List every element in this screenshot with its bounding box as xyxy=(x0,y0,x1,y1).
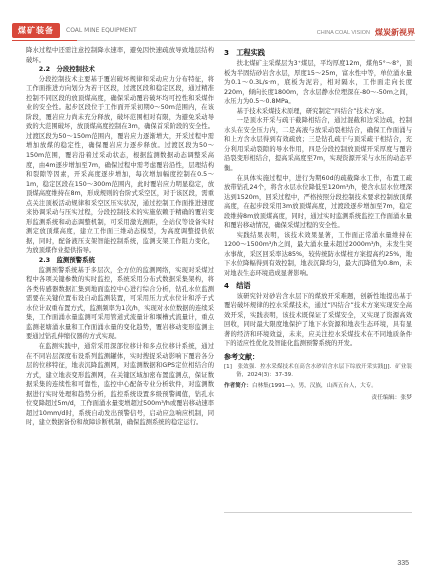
page-number: 335 xyxy=(397,560,409,567)
paragraph: 监测预警系统基于多层次，全方位的监测网络，实现对采煤过程中各项关键参数的实时监控，系统采用分布式数据采集架构，将各类传感器数据汇集到地面监控中心进行综合分析，钻孔水位监测需要在关键位置布设自动监测装置，可采用压力式水位计和浮子式水位计双重布置方式，监测频率为1次/h，实现对水位数据的连续采集，工作面涌水量监测可采用管道式流量计和堰槽式流量计，重点监测老塘涌水量和工作面涌水量的变化趋势，覆岩移动变形监测主要通过钻孔伸缩仪器的方式实现。 xyxy=(26,266,214,341)
paragraph: 基于技术采煤技术原理，研究制定“四结合”技术方案。 xyxy=(236,107,388,115)
header-right xyxy=(317,27,415,38)
references-list xyxy=(224,363,412,379)
section-heading: 4 结语 xyxy=(224,280,251,290)
paragraph: 扶北煤矿主采煤层为3⁺煤层，平均厚度12m，煤角5°～8°，顶板为半固结砂岩含水层，厚度15～25m，富水性中等，单位涌水量为0.1～0.3L/s·m，底板为泥岩，相对隔水，工作面走向长度220m，倾向长度1800m，含水层静水位埋深在-80～-50m之间，水压力为0.5～0.8MPa。 xyxy=(224,60,412,106)
subsection-heading: 2.3 监测预警系统 xyxy=(38,256,95,265)
author-text: 白林集(1991—)，男，汉族，山西五台人，大专。 xyxy=(251,383,377,390)
header-divider xyxy=(12,40,415,41)
magazine-title: 煤炭新视界 xyxy=(375,28,415,37)
section-subtitle: COAL MINE EQUIPMENT xyxy=(66,27,137,34)
magazine-english-title: CHINA COAL VISION xyxy=(316,29,370,36)
footer-divider xyxy=(224,512,412,513)
reference-item: [1] 张效强．控水采煤技术在高含水砂岩含水层下综放开采实践[J]．矿业装备，2024(3)：37-39. xyxy=(224,364,412,379)
left-column xyxy=(26,46,214,428)
section-heading: 3 工程实践 xyxy=(224,48,265,57)
references-heading: 参考文献： xyxy=(224,352,259,361)
subsection-heading: 2.2 分段控制技术 xyxy=(38,65,95,74)
section-tag: 煤矿装备 xyxy=(12,23,60,38)
paragraph: 该研究针对砂岩含水层下的煤放开采难题，创新性地提出基于覆岩破坏规律的控水采煤技术，通过“四结合”技术方案实现安全高效开采，实践表明，该技术既保证了采煤安全，又实现了资源高效回收，同时最大限度地保护了地下水资源和地表生态环境，具有显著的经济和环境效益，未来，应关注控水采煤技术在不同地质条件下的适应性优化及智能化监测预警系统的开发。 xyxy=(224,292,412,348)
right-column xyxy=(224,46,412,404)
paragraph: 在监测实践中，通常采用深部位移计和多点位移计系统，通过在不同岩层深度布设系列监测罐体，实时搜捉采动影响下覆岩各分层的位移特征，地表沉降监测网，对监测数据和GPS定位相结合的方式，建立地表变形监测网，在关键区域加密布置监测点，保证数据采集的连续性和可靠性，监控中心配备专业分析软件，对监测数据进行实时处理和趋势分析，监控系统设置多级预警阈值，钻孔水位变降超过5m/d，工作面涌水量变增超过500m³/h或覆岩移动速率超过10mm/d时，系统自动发出预警信号，启动应急响应机制，同时，建立数据备份和故障诊断机制，确保监测系统的稳定运行。 xyxy=(26,342,214,427)
author-label: 作者简介： xyxy=(224,383,252,390)
responsible-editor: 责任编辑：张梦 xyxy=(371,395,412,402)
paragraph: 实践结果表明，该技术效果显著，工作面正常涌水量维持在1200～1500m³/h之间，最大涌水量未超过2000m³/h，未发生突水事故，采区回采率达85%，较传统防水煤柱方案提高约25%，地下水位降幅得到有效控制，地表沉降均匀，最大沉降值为0.8m，未对地表生态环境造成显著影响。 xyxy=(224,231,412,278)
paragraph: 一是顶水开采与疏干截降相结合，通过混截和边采边疏，控制水头在安全压力内，二是高液与放采动裂相结合，确保工作面涌与和上方含水层得到有效疏放；三是钻孔疏干与顶采疏干相结合，充分利用采动裂隙的导水作用，四是分段控制放顶煤开采厚度与覆岩沿裂变形相结合，提高采高度至7m，实现资源开采与水压的动态平衡。 xyxy=(224,117,412,173)
paragraph: 在具体实施过程中，进行为期60d的疏截降水工作，布置工疏放带钻孔24个，将含水层水位降低至120m³/h，使含水层水位埋深达到1520m，回采过程中，严格按照分段控制技术要求控制放顶煤高度，在起步段采用3m放顶煤高度，过渡段逐步增加至7m，稳定段维持8m放顶煤高度，同时，通过实时监测系统监控工作面涌水量和覆岩移动情况，确保采煤过程的安全性。 xyxy=(224,174,412,230)
header-left xyxy=(12,23,137,38)
right-column-body xyxy=(224,48,412,349)
paragraph: 分段控制技术主要基于覆岩破坏规律和采动应力分布特征，将工作面推进方向划分为若干区段，过渡区段和稳定区段，通过精准控制不同区段的放顶煤高度，确保采动覆岩破坏均可控性和采煤作业的安全性。起步区段位于工作面开采初期0～50m范围内，在该阶段，覆岩应力尚未充分释放，破坏范围相对有限，为避免采动导致的大范围破坏，放顶煤高度控制在3m，确保首采阶段的安全性。过渡区段为50～150m范围内，覆岩应力逐渐增大，开采过程中需增加放煤的稳定性，确保覆岩应力逐步释放。过渡区段为50～150m范围，覆岩沿着过采动状态，根据监测数据动态调整采高度，由4m逐步增加至7m，确保过程中需考虑覆岩沿性，层理结构和裂隙等因素，开采高度逐步增加，每次增加幅度控制在0.5～1m，稳定区段在150～300m范围内，此时覆岩应力明显稳定，放顶煤高度维持在8m，形成规则的台阶式采空区，对于该区段，需重点关注顶板活动规律和采空区压实状况，通过控制工作面推进速度来协调采动与压实过程，分段控制技术的实施依赖于精确的覆岩变形监测系统和动态调整机制，可采用激光测距，全站仪等设备实时测定放顶煤高度，建立工作面三维动态模型，为高度调整提供依据，同时，配备液压支架智能控制系统，监测支架工作阻力变化，为放顶煤作业提供指导。 xyxy=(26,75,214,255)
author-bio xyxy=(224,382,412,390)
paragraph-continued: 降水过程中还需注意控制降水速率，避免因快速疏放导致地层结构破坏。 xyxy=(26,47,214,64)
page-header xyxy=(12,8,415,38)
